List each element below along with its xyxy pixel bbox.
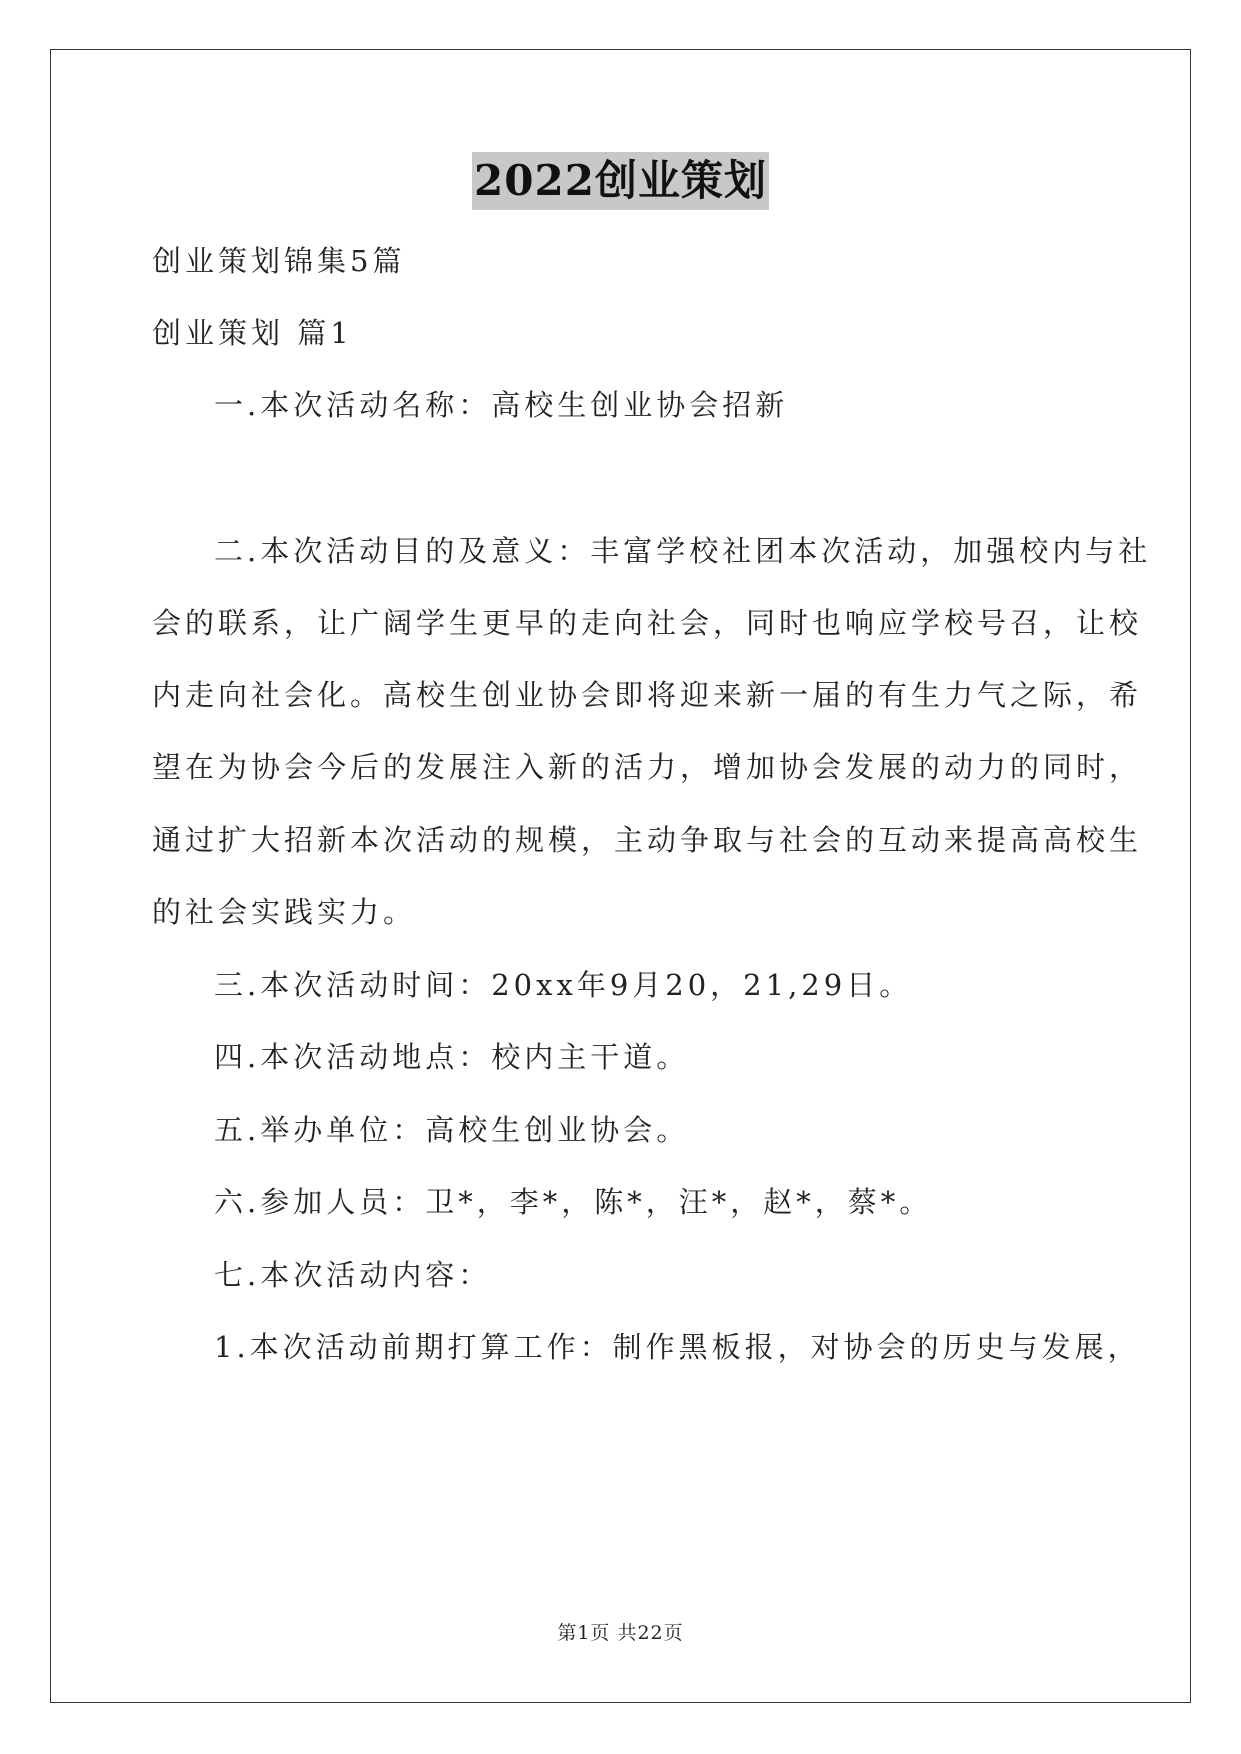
paragraph-line: 五.举办单位：高校生创业协会。 <box>214 1113 690 1147</box>
paragraph-line: 一.本次活动名称：高校生创业协会招新 <box>214 388 789 422</box>
paragraph-line: 三.本次活动时间：20xx年9月20，21,29日。 <box>214 968 913 1002</box>
page-border <box>50 49 1191 1703</box>
paragraph-line: 六.参加人员：卫*，李*，陈*，汪*，赵*，蔡*。 <box>214 1185 933 1219</box>
document-subtitle: 创业策划锦集5篇 <box>152 244 406 278</box>
paragraph-line: 内走向社会化。高校生创业协会即将迎来新一届的有生力气之际，希 <box>152 678 1143 712</box>
paragraph-line: 通过扩大招新本次活动的规模，主动争取与社会的互动来提高高校生 <box>152 823 1143 857</box>
paragraph-line: 二.本次活动目的及意义：丰富学校社团本次活动，加强校内与社 <box>214 534 1152 568</box>
paragraph-line: 1.本次活动前期打算工作：制作黑板报，对协会的历史与发展， <box>214 1330 1141 1364</box>
paragraph-line: 望在为协会今后的发展注入新的活力，增加协会发展的动力的同时， <box>152 750 1143 784</box>
paragraph-line: 会的联系，让广阔学生更早的走向社会，同时也响应学校号召，让校 <box>152 606 1143 640</box>
title-container <box>0 152 1241 210</box>
paragraph-line: 四.本次活动地点：校内主干道。 <box>214 1040 690 1074</box>
paragraph-line: 的社会实践实力。 <box>152 895 417 929</box>
page-number-footer: 第1页 共22页 <box>557 1622 684 1644</box>
section-heading: 创业策划 篇1 <box>152 316 353 350</box>
document-title: 2022创业策划 <box>472 152 769 210</box>
paragraph-line: 七.本次活动内容： <box>214 1258 492 1292</box>
